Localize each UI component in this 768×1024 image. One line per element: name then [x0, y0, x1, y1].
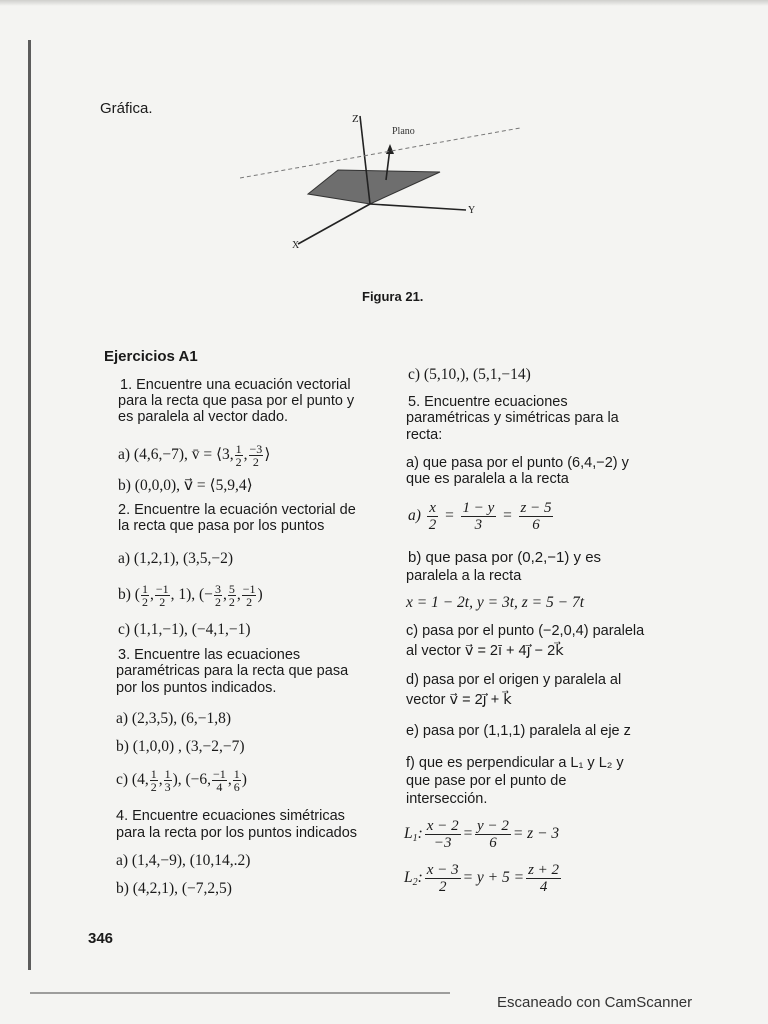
ex3-b: b) (1,0,0) , (3,−2,−7) — [116, 738, 245, 755]
ex3-line3: por los puntos indicados. — [116, 680, 277, 696]
grafica-label: Gráfica. — [100, 100, 153, 117]
ex4-line1: 4. Encuentre ecuaciones simétricas — [116, 808, 345, 824]
ex1-a: a) (4,6,−7), v̄ = ⟨3, $\frac{1}{2}$ , $\frac{-3}{2}$ ⟩ — [118, 442, 271, 469]
ex5-d-line2: vector v⃗ = 2j⃗ + k⃗ — [406, 692, 512, 708]
ex4-c: c) (5,10,), (5,1,−14) — [408, 366, 531, 383]
ex2-line2: la recta que pasa por los puntos — [118, 518, 325, 534]
page-number: 346 — [88, 930, 114, 947]
ex5-a-line1: a) que pasa por el punto (6,4,−2) y — [406, 455, 629, 471]
ex5-d-line1: d) pasa por el origen y paralela al — [406, 672, 622, 688]
figure-caption: Figura 21. — [362, 289, 424, 304]
ex5-f-line3: intersección. — [406, 791, 488, 807]
ex3-a: a) (2,3,5), (6,−1,8) — [116, 710, 232, 727]
ex2-line1: 2. Encuentre la ecuación vectorial de — [118, 502, 356, 518]
axis-y-label: Y — [468, 205, 476, 216]
x-axis — [298, 204, 370, 244]
ex5-b-line2: paralela a la recta — [406, 568, 522, 584]
ex3-line1: 3. Encuentre las ecuaciones — [118, 647, 301, 663]
ex2-a: a) (1,2,1), (3,5,−2) — [118, 550, 234, 567]
ex5-e: e) pasa por (1,1,1) paralela al eje z — [406, 723, 631, 739]
plane-shaded — [308, 170, 440, 204]
y-axis — [370, 204, 466, 210]
ex1-line2: para la recta que pasa por el punto y — [118, 393, 355, 409]
line-l2-equation: $L_2$: $\frac{x - 3}{2}$ = y + 5 = $\frac{z + 2}{4}$ — [404, 862, 560, 895]
ex3-line2: paramétricas para la recta que pasa — [116, 663, 349, 679]
ex1-b: b) (0,0,0), v⃗ = ⟨5,9,4⟩ — [118, 477, 253, 494]
ex5-a-line2: que es paralela a la recta — [406, 471, 569, 487]
axis-z-label: Z — [352, 113, 359, 125]
bottom-rule — [30, 992, 450, 994]
ex4-a: a) (1,4,−9), (10,14,.2) — [116, 852, 251, 869]
ex5-f-line2: que pase por el punto de — [406, 773, 567, 789]
ex5-c-line2: al vector v⃗ = 2ī + 4j⃗ − 2k⃗ — [406, 643, 564, 659]
top-edge-shadow — [0, 0, 768, 6]
ex5-line1: 5. Encuentre ecuaciones — [408, 394, 568, 410]
line-l1-equation: $L_1$: $\frac{x - 2}{-3}$ = $\frac{y - 2}{6}$ = z − 3 — [404, 818, 560, 851]
section-title: Ejercicios A1 — [104, 348, 198, 365]
ex5-line3: recta: — [406, 427, 443, 443]
ex3-c: c) (4, $\frac{1}{2}$ , $\frac{1}{3}$ ), (−6, $\frac{-1}{4}$ , $\frac{1}{6}$ ) — [116, 767, 247, 794]
scanner-watermark: Escaneado con CamScanner — [497, 994, 693, 1011]
ex5-line2: paramétricas y simétricas para la — [406, 410, 619, 426]
ex5-c-line1: c) pasa por el punto (−2,0,4) paralela — [406, 623, 645, 639]
ex4-b: b) (4,2,1), (−7,2,5) — [116, 880, 232, 897]
ex1-line3: es paralela al vector dado. — [118, 409, 289, 425]
axis-x-label: X — [292, 240, 300, 251]
normal-arrowhead — [386, 144, 394, 154]
ex2-c: c) (1,1,−1), (−4,1,−1) — [118, 621, 251, 638]
ex5-f-line1: f) que es perpendicular a L₁ y L₂ y — [406, 755, 624, 771]
plane-figure — [240, 108, 530, 253]
plane-label: Plano — [392, 126, 415, 137]
ex1-line1: 1. Encuentre una ecuación vectorial — [120, 377, 351, 393]
ex2-b: b) ( $\frac{1}{2}$ , $\frac{-1}{2}$ , 1), (− $\frac{3}{2}$ , $\frac{5}{2}$ , $\frac{-1}{2}$ ) — [118, 582, 263, 609]
ex5-b-line1: b) que pasa por (0,2,−1) y es — [408, 549, 602, 566]
ex4-line2: para la recta por los puntos indicados — [116, 825, 358, 841]
binding-edge — [28, 40, 31, 970]
ex5-a-equation: a) $\frac{x}{2}$ = $\frac{1 - y}{3}$ = $\frac{z - 5}{6}$ — [408, 500, 552, 533]
ex5-b-equation: x = 1 − 2t, y = 3t, z = 5 − 7t — [406, 594, 585, 611]
